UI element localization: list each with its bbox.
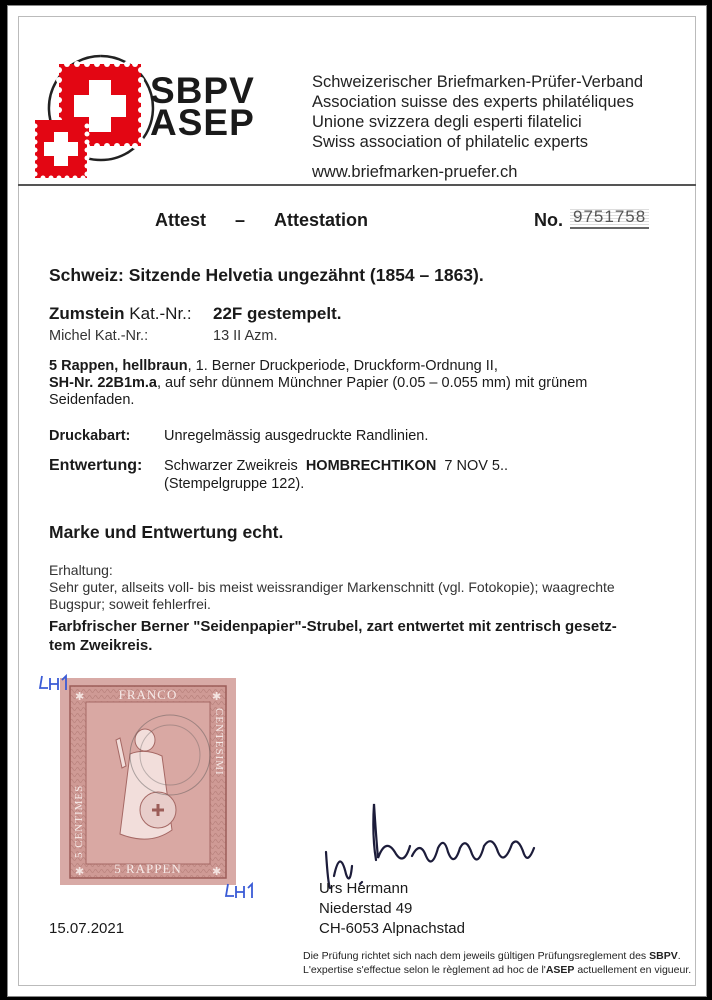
footer-note-de: Die Prüfung richtet sich nach dem jeweils gültigen Prüfungsreglement des SBPV.: [303, 950, 681, 962]
erhaltung-label: Erhaltung:: [49, 562, 113, 578]
certificate-sheet: [7, 5, 707, 997]
entwertung-label: Entwertung:: [49, 457, 143, 474]
erhaltung-line-1: Sehr guter, allseits voll- bis meist weissrandiger Markenschnitt (vgl. Fotokopie); waagrechte: [49, 579, 615, 595]
genuine-statement: Marke und Entwertung echt.: [49, 522, 284, 542]
summary-line-1: Farbfrischer Berner "Seidenpapier"-Strubel, zart entwertet mit zentrisch gesetz-: [49, 618, 617, 635]
org-name-de: Schweizerischer Briefmarken-Prüfer-Verband: [312, 73, 644, 91]
swiss-cross-stamp-logo-icon: [31, 44, 161, 182]
druckabart-label: Druckabart:: [49, 428, 131, 444]
footer-note-fr: L'expertise s'effectue selon le règlement ad hoc de l'ASEP actuellement en vigueur.: [303, 964, 692, 976]
certificate-number-label: No.: [534, 210, 563, 230]
attestation-title: Attestation: [274, 210, 368, 230]
stamp-issue-headline: Schweiz: Sitzende Helvetia ungezähnt (1854 – 1863).: [49, 265, 484, 285]
erhaltung-line-2: Bugspur; soweit fehlerfrei.: [49, 596, 211, 612]
stamp-top-text: FRANCO: [118, 687, 178, 702]
svg-text:✱: ✱: [212, 690, 222, 703]
brand-asep: ASEP: [150, 102, 255, 143]
druckabart-value: Unregelmässig ausgedruckte Randlinien.: [164, 428, 429, 444]
signer-name: Urs Hermann: [319, 880, 409, 897]
zumstein-label: Zumstein Kat.-Nr.:: [49, 304, 192, 323]
org-name-en: Swiss association of philatelic experts: [312, 133, 589, 151]
attest-title: Attest: [155, 210, 207, 230]
certificate-number: 9751758: [570, 207, 649, 229]
org-name-it: Unione svizzera degli esperti filatelici: [312, 113, 582, 131]
org-name-fr: Association suisse des experts philatéliques: [312, 93, 634, 111]
summary-line-2: tem Zweikreis.: [49, 637, 153, 654]
stamp-bottom-text: 5 RAPPEN: [114, 861, 182, 876]
stamp-description: 5 Rappen, hellbraun, 1. Berner Druckperiode, Druckform-Ordnung II, SH-Nr. 22B1m.a, auf sehr dünnem Münchner Papier (0.05 – 0.055 mm) mit grünem Seidenfaden.: [49, 358, 588, 408]
website-link[interactable]: www.briefmarken-pruefer.ch: [312, 163, 518, 181]
stamp-photo: [40, 670, 280, 895]
entwertung-value: Schwarzer Zweikreis HOMBRECHTIKON 7 NOV 5..: [164, 458, 509, 474]
michel-value: 13 II Azm.: [213, 328, 278, 344]
svg-text:✱: ✱: [75, 865, 85, 878]
expert-mark-bottom: [222, 880, 256, 904]
stamp-left-text: 5 CENTIMES: [73, 784, 85, 858]
attest-dash: –: [235, 210, 246, 230]
svg-text:✱: ✱: [212, 865, 222, 878]
expert-mark-top: [36, 672, 70, 696]
header-divider: [18, 184, 696, 186]
stempelgruppe: (Stempelgruppe 122).: [164, 476, 305, 492]
svg-text:✱: ✱: [75, 690, 85, 703]
zumstein-value: 22F gestempelt.: [213, 304, 342, 323]
issue-date: 15.07.2021: [49, 920, 125, 937]
signer-street: Niederstad 49: [319, 900, 413, 917]
stamp-right-text: CENTESIMI: [213, 708, 225, 776]
signer-city: CH-6053 Alpnachstad: [319, 920, 465, 937]
brand-sbpv: SBPV: [150, 70, 255, 111]
michel-label: Michel Kat.-Nr.:: [49, 328, 149, 344]
